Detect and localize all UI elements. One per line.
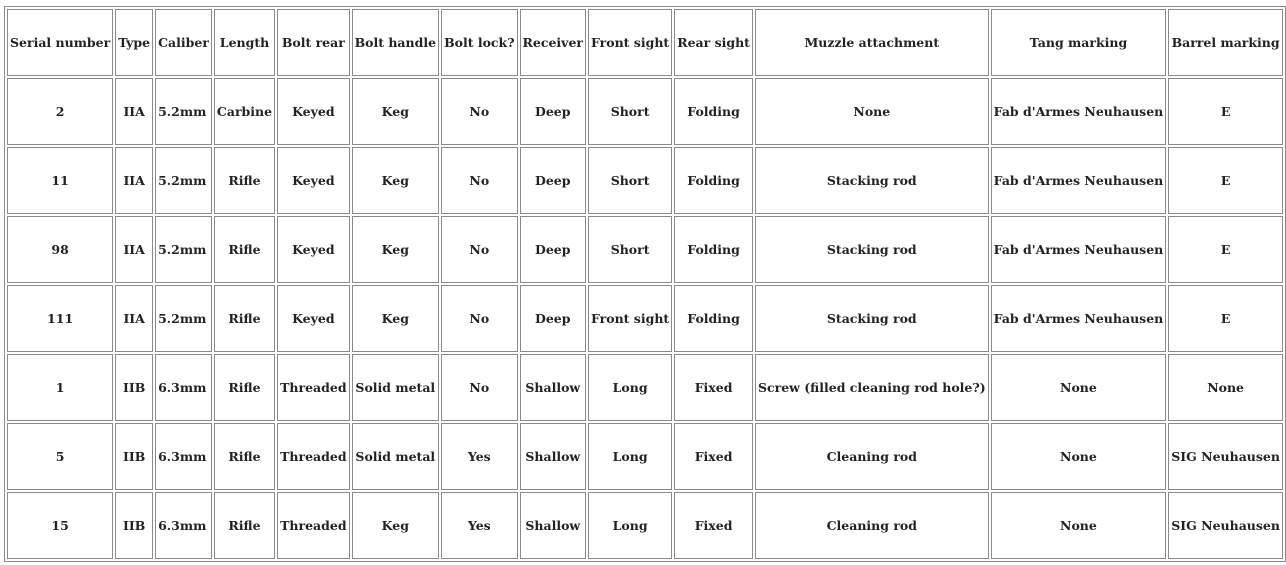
cell-receiver: Shallow [520,492,586,559]
cell-rear-sight: Folding [674,78,753,145]
table-row [7,147,1283,214]
table-row [7,354,1283,421]
cell-tang-marking: Fab d'Armes Neuhausen [991,216,1167,283]
cell-caliber: 6.3mm [155,354,212,421]
cell-serial-number: 1 [7,354,113,421]
cell-bolt-rear: Keyed [277,78,349,145]
cell-muzzle-attachment: Stacking rod [755,216,989,283]
cell-length: Rifle [214,423,275,490]
cell-receiver: Deep [520,216,586,283]
cell-front-sight: Short [588,216,672,283]
cell-receiver: Deep [520,78,586,145]
cell-receiver: Deep [520,147,586,214]
cell-length: Rifle [214,216,275,283]
cell-caliber: 5.2mm [155,78,212,145]
header-bolt-handle: Bolt handle [352,9,440,76]
cell-bolt-lock: No [441,216,517,283]
cell-bolt-rear: Keyed [277,285,349,352]
header-bolt-rear: Bolt rear [277,9,349,76]
header-receiver: Receiver [520,9,586,76]
cell-muzzle-attachment: Cleaning rod [755,423,989,490]
cell-barrel-marking: SIG Neuhausen [1168,492,1283,559]
cell-type: IIA [115,216,153,283]
cell-bolt-lock: Yes [441,492,517,559]
cell-bolt-rear: Keyed [277,147,349,214]
cell-bolt-lock: No [441,285,517,352]
table-row [7,423,1283,490]
header-length: Length [214,9,275,76]
cell-bolt-rear: Threaded [277,423,349,490]
cell-caliber: 5.2mm [155,285,212,352]
cell-bolt-handle: Keg [352,216,440,283]
cell-barrel-marking: None [1168,354,1283,421]
header-bolt-lock: Bolt lock? [441,9,517,76]
cell-rear-sight: Fixed [674,423,753,490]
cell-muzzle-attachment: Stacking rod [755,147,989,214]
cell-tang-marking: None [991,492,1167,559]
cell-muzzle-attachment: None [755,78,989,145]
cell-front-sight: Short [588,78,672,145]
cell-barrel-marking: E [1168,285,1283,352]
cell-type: IIB [115,423,153,490]
header-front-sight: Front sight [588,9,672,76]
header-caliber: Caliber [155,9,212,76]
header-barrel-marking: Barrel marking [1168,9,1283,76]
header-rear-sight: Rear sight [674,9,753,76]
cell-muzzle-attachment: Screw (filled cleaning rod hole?) [755,354,989,421]
rifle-specs-table [4,6,1286,562]
cell-front-sight: Long [588,492,672,559]
cell-serial-number: 11 [7,147,113,214]
cell-caliber: 5.2mm [155,216,212,283]
cell-bolt-rear: Threaded [277,492,349,559]
cell-bolt-handle: Keg [352,78,440,145]
cell-bolt-rear: Keyed [277,216,349,283]
cell-length: Carbine [214,78,275,145]
cell-type: IIB [115,354,153,421]
cell-serial-number: 15 [7,492,113,559]
cell-tang-marking: None [991,354,1167,421]
header-type: Type [115,9,153,76]
cell-front-sight: Long [588,423,672,490]
cell-caliber: 6.3mm [155,423,212,490]
table-row [7,216,1283,283]
cell-tang-marking: Fab d'Armes Neuhausen [991,285,1167,352]
cell-bolt-handle: Keg [352,492,440,559]
cell-bolt-handle: Keg [352,285,440,352]
cell-rear-sight: Fixed [674,354,753,421]
cell-type: IIA [115,285,153,352]
cell-length: Rifle [214,492,275,559]
header-tang-marking: Tang marking [991,9,1167,76]
cell-muzzle-attachment: Stacking rod [755,285,989,352]
cell-bolt-lock: No [441,354,517,421]
cell-barrel-marking: E [1168,78,1283,145]
cell-length: Rifle [214,147,275,214]
cell-length: Rifle [214,354,275,421]
cell-receiver: Shallow [520,354,586,421]
header-row [7,9,1283,76]
cell-type: IIB [115,492,153,559]
table-row [7,285,1283,352]
cell-bolt-handle: Solid metal [352,423,440,490]
cell-rear-sight: Folding [674,216,753,283]
cell-receiver: Shallow [520,423,586,490]
cell-receiver: Deep [520,285,586,352]
cell-length: Rifle [214,285,275,352]
cell-tang-marking: Fab d'Armes Neuhausen [991,147,1167,214]
cell-serial-number: 2 [7,78,113,145]
cell-muzzle-attachment: Cleaning rod [755,492,989,559]
cell-front-sight: Front sight [588,285,672,352]
cell-bolt-handle: Keg [352,147,440,214]
cell-bolt-handle: Solid metal [352,354,440,421]
cell-tang-marking: Fab d'Armes Neuhausen [991,78,1167,145]
cell-serial-number: 5 [7,423,113,490]
cell-caliber: 6.3mm [155,492,212,559]
cell-bolt-rear: Threaded [277,354,349,421]
cell-type: IIA [115,147,153,214]
cell-serial-number: 98 [7,216,113,283]
cell-rear-sight: Folding [674,147,753,214]
cell-serial-number: 111 [7,285,113,352]
cell-rear-sight: Fixed [674,492,753,559]
table-row [7,492,1283,559]
header-muzzle-attachment: Muzzle attachment [755,9,989,76]
cell-bolt-lock: Yes [441,423,517,490]
table-row [7,78,1283,145]
cell-barrel-marking: E [1168,147,1283,214]
cell-barrel-marking: SIG Neuhausen [1168,423,1283,490]
cell-barrel-marking: E [1168,216,1283,283]
table-container [4,6,1286,562]
cell-type: IIA [115,78,153,145]
cell-front-sight: Long [588,354,672,421]
cell-rear-sight: Folding [674,285,753,352]
cell-bolt-lock: No [441,78,517,145]
cell-front-sight: Short [588,147,672,214]
cell-caliber: 5.2mm [155,147,212,214]
cell-tang-marking: None [991,423,1167,490]
cell-bolt-lock: No [441,147,517,214]
header-serial-number: Serial number [7,9,113,76]
